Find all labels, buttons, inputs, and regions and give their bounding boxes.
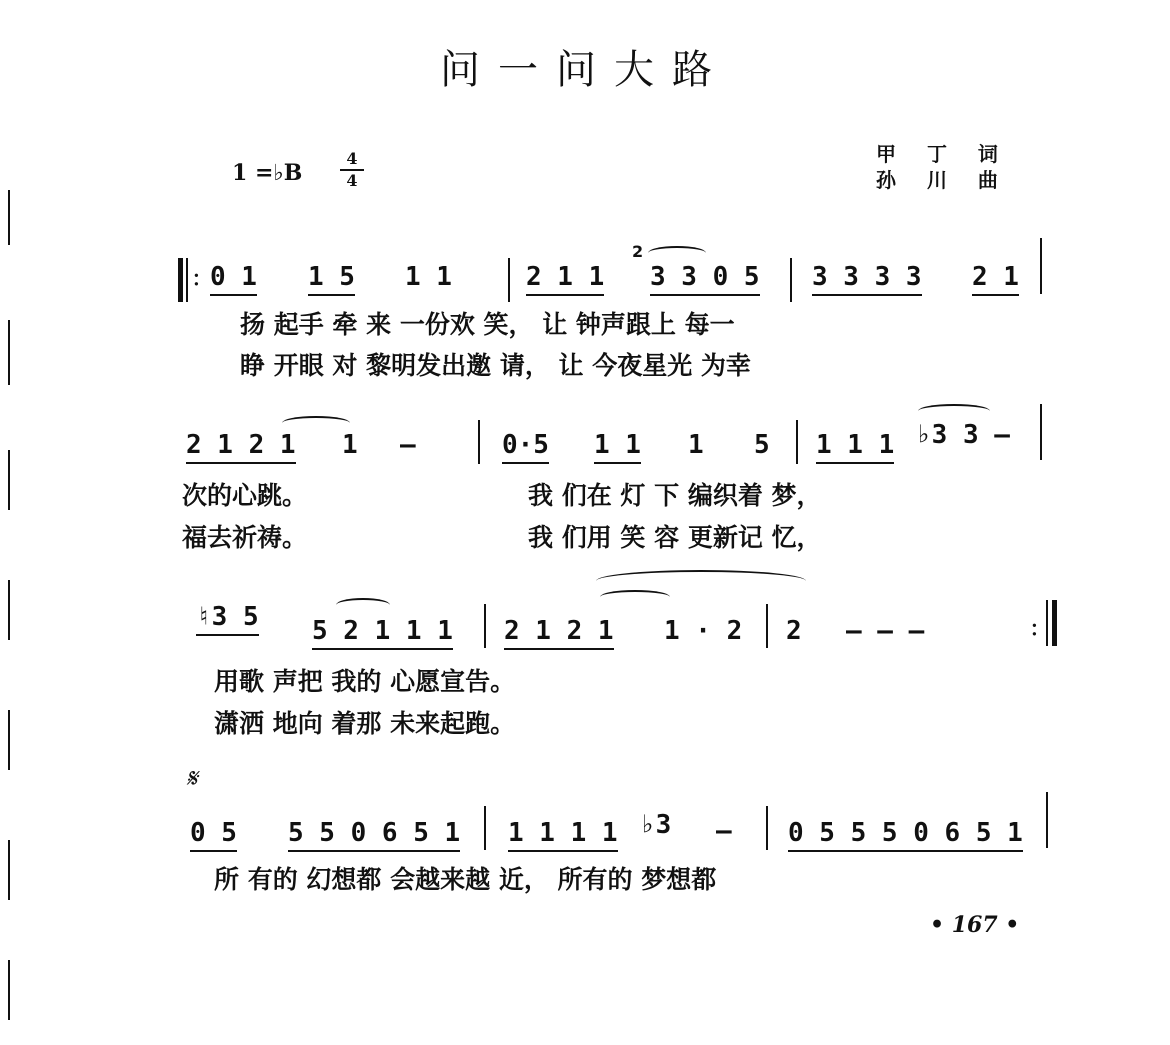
lyric-line4: 所 有的 幻想都 会越来越 近， 所有的 梦想都 — [214, 865, 717, 894]
barline — [1040, 238, 1042, 294]
song-title: 问一问大路 — [440, 47, 730, 93]
barline — [1040, 404, 1042, 460]
notes-m5-d: 5 — [754, 430, 770, 460]
slur — [648, 246, 706, 260]
barline — [790, 258, 792, 302]
repeat-end-dots: : — [1030, 612, 1039, 642]
lyric-verse1-line3: 用歌 声把 我的 心愿宣告。 — [214, 667, 516, 696]
notes-m6-b: ♭3 3 — — [916, 420, 1010, 450]
margin-line — [8, 320, 10, 385]
barline — [508, 258, 510, 302]
lyric-verse1-line2a: 次的心跳。 — [182, 481, 308, 510]
notes-m2-a: 2 1 1 — [526, 262, 604, 292]
notes-m8-a: 2 1 2 1 — [504, 616, 614, 646]
notes-m3-a: 3 3 3 3 — [812, 262, 922, 292]
notes-m12-a: 0 5 5 5 0 6 5 1 — [788, 818, 1023, 848]
page-number: • 167 • — [930, 912, 1020, 938]
repeat-end-bar-thick — [1052, 600, 1057, 646]
repeat-start-bar-thin — [186, 258, 188, 302]
notes-m1-b: 1 5 — [308, 262, 355, 292]
slur — [918, 404, 990, 418]
notes-m11-b: ♭3 — [640, 810, 672, 840]
segno-icon: 𝄋 — [186, 764, 198, 794]
notes-m4-a: 2 1 2 1 — [186, 430, 296, 460]
lyricist-credit: 甲 丁 词 — [876, 142, 1010, 166]
tie — [336, 598, 390, 612]
notes-m2-b: 3 3 0 5 — [650, 262, 760, 292]
lyric-verse2-line1: 睁 开眼 对 黎明发出邀 请， 让 今夜星光 为幸 — [240, 351, 751, 380]
notes-m1-a: 0 1 — [210, 262, 257, 292]
notes-m7-b: 5 2 1 1 1 — [312, 616, 453, 646]
notes-m10-b: 5 5 0 6 5 1 — [288, 818, 460, 848]
margin-line — [8, 450, 10, 510]
lyric-verse2-line2a: 福去祈祷。 — [182, 523, 308, 552]
margin-line — [8, 840, 10, 900]
composer-credit: 孙 川 曲 — [876, 168, 1010, 192]
barline — [484, 604, 486, 648]
notes-m8-b: 1 · 2 — [664, 616, 743, 646]
tie — [282, 416, 350, 430]
barline — [766, 604, 768, 648]
margin-line — [8, 710, 10, 770]
repeat-end-bar-thin — [1046, 600, 1048, 646]
barline — [796, 420, 798, 464]
notes-m7-a: ♮3 5 — [196, 602, 259, 632]
barline — [766, 806, 768, 850]
grace-note: 2 — [632, 242, 644, 261]
time-signature-bottom: 4 — [346, 171, 358, 190]
notes-m5-c: 1 — [688, 430, 704, 460]
notes-m6-a: 1 1 1 — [816, 430, 894, 460]
notes-m4-b: 1 — [342, 430, 358, 460]
time-signature-top: 4 — [346, 149, 358, 168]
notes-m11-a: 1 1 1 1 — [508, 818, 618, 848]
notes-m9-b: — — — — [846, 616, 925, 646]
lyric-verse2-line2b: 我 们用 笑 容 更新记 忆， — [528, 523, 822, 552]
notes-m11-c: — — [716, 816, 732, 846]
repeat-start-bar-thick — [178, 258, 183, 302]
lyric-verse2-line3: 潇洒 地向 着那 未来起跑。 — [214, 709, 516, 738]
notes-m5-b: 1 1 — [594, 430, 641, 460]
margin-line — [8, 580, 10, 640]
repeat-dots: : — [192, 262, 201, 292]
notes-m10-a: 0 5 — [190, 818, 237, 848]
slur — [596, 570, 806, 592]
time-signature — [340, 150, 364, 190]
margin-line — [8, 190, 10, 245]
barline — [484, 806, 486, 850]
lyric-verse1-line1: 扬 起手 牵 来 一份欢 笑， 让 钟声跟上 每一 — [240, 310, 735, 339]
notes-m4-c: — — [400, 430, 416, 460]
barline — [1046, 792, 1048, 848]
barline — [478, 420, 480, 464]
notes-m1-c: 1 1 — [405, 262, 452, 292]
key-signature: 1 =♭B — [232, 160, 303, 186]
margin-line — [8, 960, 10, 1020]
notes-m5-a: 0·5 — [502, 430, 549, 460]
notes-m3-b: 2 1 — [972, 262, 1019, 292]
tie — [600, 590, 670, 604]
lyric-verse1-line2b: 我 们在 灯 下 编织着 梦， — [528, 481, 822, 510]
notes-m9-a: 2 — [786, 616, 802, 646]
